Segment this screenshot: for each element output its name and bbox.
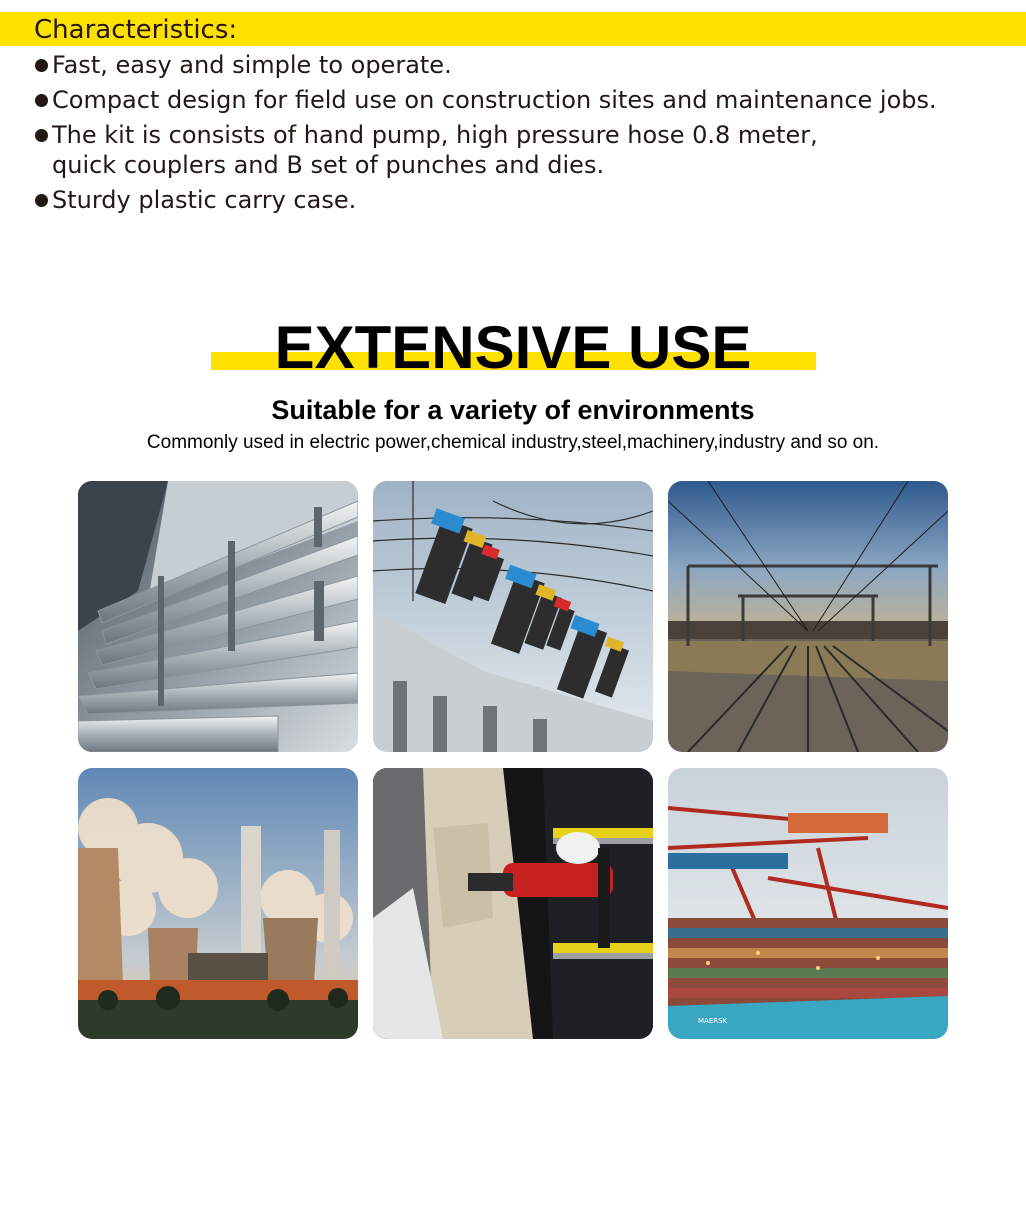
characteristic-text: Fast, easy and simple to operate.	[52, 51, 452, 79]
characteristics-list	[34, 50, 994, 220]
pipes-photo	[78, 481, 358, 752]
characteristic-item	[34, 120, 882, 180]
characteristic-text: Sturdy plastic carry case.	[52, 186, 357, 214]
characteristic-item	[34, 50, 994, 80]
extensive-use-description: Commonly used in electric power,chemical industry,steel,machinery,industry and so on.	[146, 432, 880, 453]
characteristics-heading: Characteristics:	[34, 15, 238, 45]
characteristic-text: The kit is consists of hand pump, high pressure hose 0.8 meter, quick couplers and B set of punches and dies.	[52, 121, 818, 179]
extensive-use-subtitle: Suitable for a variety of environments	[271, 395, 755, 425]
bullet-dot-icon	[35, 194, 48, 207]
rescue-cutter-photo	[373, 768, 653, 1039]
characteristic-item	[34, 85, 994, 115]
railway-photo	[668, 481, 948, 752]
extensive-use-title: EXTENSIVE USE	[274, 314, 752, 381]
container-port-photo	[668, 768, 948, 1039]
bullet-dot-icon	[35, 94, 48, 107]
power-plant-photo	[78, 768, 358, 1039]
insulators-photo	[373, 481, 653, 752]
ship-name-text: MAERSK	[698, 1017, 728, 1025]
bullet-dot-icon	[35, 129, 48, 142]
bullet-dot-icon	[35, 59, 48, 72]
characteristic-text: Compact design for field use on construction sites and maintenance jobs.	[52, 86, 937, 114]
characteristic-item	[34, 185, 994, 215]
